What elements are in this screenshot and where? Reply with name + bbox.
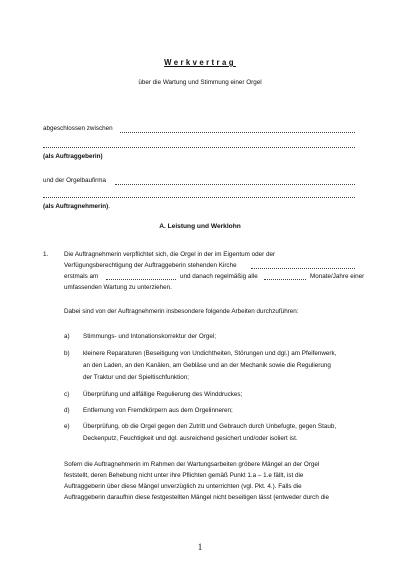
item-1-line-1: Die Auftragnehmerin verpflichtet sich, die Orgel in der im Eigentum oder der	[64, 251, 276, 258]
and-builder-label: und der Orgelbaufirma	[43, 177, 107, 184]
task-b-label: b)	[64, 350, 70, 357]
client-name-line	[120, 132, 355, 133]
item-1-interval-unit: Monate/Jahre einer	[310, 273, 365, 280]
task-e-label: e)	[64, 423, 70, 430]
document-subtitle: über die Wartung und Stimmung einer Orgel	[138, 79, 262, 86]
contractor-address-line	[43, 197, 355, 198]
task-d-text: Entfernung von Fremdkörpern aus dem Orgelinneren;	[83, 407, 233, 414]
contractor-role-period: .	[108, 203, 110, 210]
task-a-label: a)	[64, 333, 70, 340]
item-1-number: 1.	[43, 251, 49, 258]
contractor-role-text: (als Auftragnehmerin)	[43, 203, 109, 210]
contractor-name-line	[115, 184, 355, 185]
item-1-line-4: umfassenden Wartung zu unterziehen.	[64, 284, 172, 291]
church-name-line	[251, 268, 355, 269]
closing-line-3: Auftraggeberin über diese Mängel unverzüglich zu unterrichten (vgl. Pkt. 4.). Falls die	[64, 483, 302, 490]
page-number: 1	[197, 542, 203, 552]
client-role-label: (als Auftraggeberin)	[43, 153, 103, 160]
task-d-label: d)	[64, 407, 70, 414]
task-e-text-1: Überprüfung, ob die Orgel gegen den Zutritt und Gebrauch durch Unbefugte, gegen Staub,	[83, 423, 337, 430]
task-b-text-3: der Traktur und der Spieltischfunktion;	[83, 374, 190, 381]
item-1-interval-label: und danach regelmäßig alle	[180, 273, 258, 280]
tasks-intro: Dabei sind von der Auftragnehmerin insbesondere folgende Arbeiten durchzuführen:	[64, 308, 299, 315]
task-b-text-2: an den Laden, an den Kanälen, am Gebläse und an der Mechanik sowie die Regulierung	[83, 362, 331, 369]
closing-line-2: feststellt, deren Behebung nicht unter ihre Pflichten gemäß Punkt 1.a – 1.e fällt, ist die	[64, 472, 304, 479]
closed-between-label: abgeschlossen zwischen	[43, 125, 113, 132]
first-date-line	[106, 279, 176, 280]
item-1-first-date-label: erstmals am	[64, 273, 99, 280]
task-a-text: Stimmungs- und Intonationskorrektur der Orgel;	[83, 333, 216, 340]
contractor-role-label	[43, 203, 110, 211]
closing-line-4: Auftraggeberin daraufhin diese festgestellten Mängel nicht beseitigen lässt (entweder durch die	[64, 494, 329, 501]
interval-line	[264, 279, 306, 280]
closing-line-1: Sofern die Auftragnehmerin im Rahmen der Wartungsarbeiten gröbere Mängel an der Orgel	[64, 461, 320, 468]
task-c-text: Überprüfung und allfällige Regulierung des Winddruckes;	[83, 391, 243, 398]
task-e-text-2: Deckenputz, Feuchtigkeit und dgl. ausreichend gesichert und/oder isoliert ist.	[83, 435, 298, 442]
document-title: Werkvertrag	[164, 58, 236, 67]
task-b-text-1: kleinere Reparaturen (Beseitigung von Undichtheiten, Störungen und dgl.) am Pfeifenwerk,	[83, 350, 337, 357]
task-c-label: c)	[64, 391, 70, 398]
item-1-line-2: Verfügungsberechtigung der Auftraggeberin stehenden Kirche	[64, 262, 237, 269]
section-a-heading: A. Leistung und Werklohn	[159, 223, 241, 230]
client-address-line	[43, 147, 355, 148]
